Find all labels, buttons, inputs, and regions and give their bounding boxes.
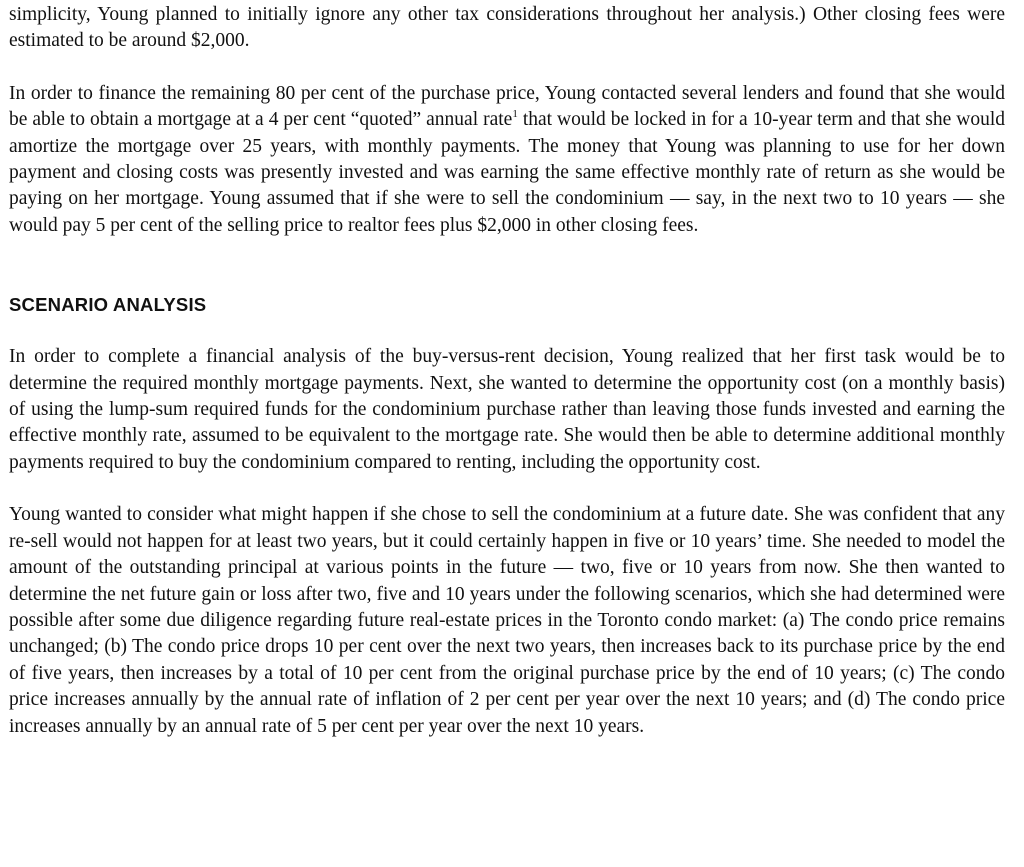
section-heading: SCENARIO ANALYSIS [9, 294, 207, 316]
financing-text-end: that would be locked in for a 10-year term and that she would amortize the mortgage over 25 years, with monthly payments. The money that Young was planning to use for her down payment and closing costs was presently invested and was earning the same effective monthly rate of return as she would be paying on her mortgage. Young assumed that if she were to sell the condominium — say, in the next two to 10 years — she would pay 5 per cent of the selling price to realtor fees plus $2,000 in other closing fees. [9, 109, 1005, 236]
financing-text-start: In order to finance the remaining 80 per cent of the purchase price, Young contacted several lenders and found that she would be able to obtain a mortgage at a 4 per cent “quoted” annual rate [9, 82, 1005, 131]
paragraph-spacer [9, 476, 1005, 502]
paragraph-financing [9, 81, 1005, 239]
paragraph-closing-fees: simplicity, Young planned to initially ignore any other tax considerations throughout her analysis.) Other closing fees were estimated to be around $2,000. [9, 4, 1005, 52]
section-spacer [9, 239, 1005, 292]
paragraph-spacer [9, 55, 1005, 81]
heading-spacer [9, 318, 1005, 344]
paragraph-resale-scenarios: Young wanted to consider what might happen if she chose to sell the condominium at a future date. She was confident that any re-sell would not happen for at least two years, but it could certainly happen in five or 10 years’ time. She needed to model the amount of the outstanding principal at various points in the future — two, five or 10 years from now. She then wanted to determine the net future gain or loss after two, five and 10 years under the following scenarios, which she had determined were possible after some due diligence regarding future real-estate prices in the Toronto condo market: (a) The condo price remains unchanged; (b) The condo price drops 10 per cent over the next two years, then increases back to its purchase price by the end of five years, then increases by a total of 10 per cent from the original purchase price by the end of 10 years; (c) The condo price increases annually by the annual rate of inflation of 2 per cent per year over the next 10 years; and (d) The condo price increases annually by an annual rate of 5 per cent per year over the next 10 years. [9, 504, 1005, 737]
document-page [9, 2, 1005, 740]
paragraph-analysis-tasks: In order to complete a financial analysis of the buy-versus-rent decision, Young realized that her first task would be to determine the required monthly mortgage payments. Next, she wanted to determine the opportunity cost (on a monthly basis) of using the lump-sum required funds for the condominium purchase rather than leaving those funds invested and earning the effective monthly rate, assumed to be equivalent to the mortgage rate. She would then be able to determine additional monthly payments required to buy the condominium compared to renting, including the opportunity cost. [9, 346, 1005, 473]
footnote-marker: 1 [512, 108, 518, 121]
